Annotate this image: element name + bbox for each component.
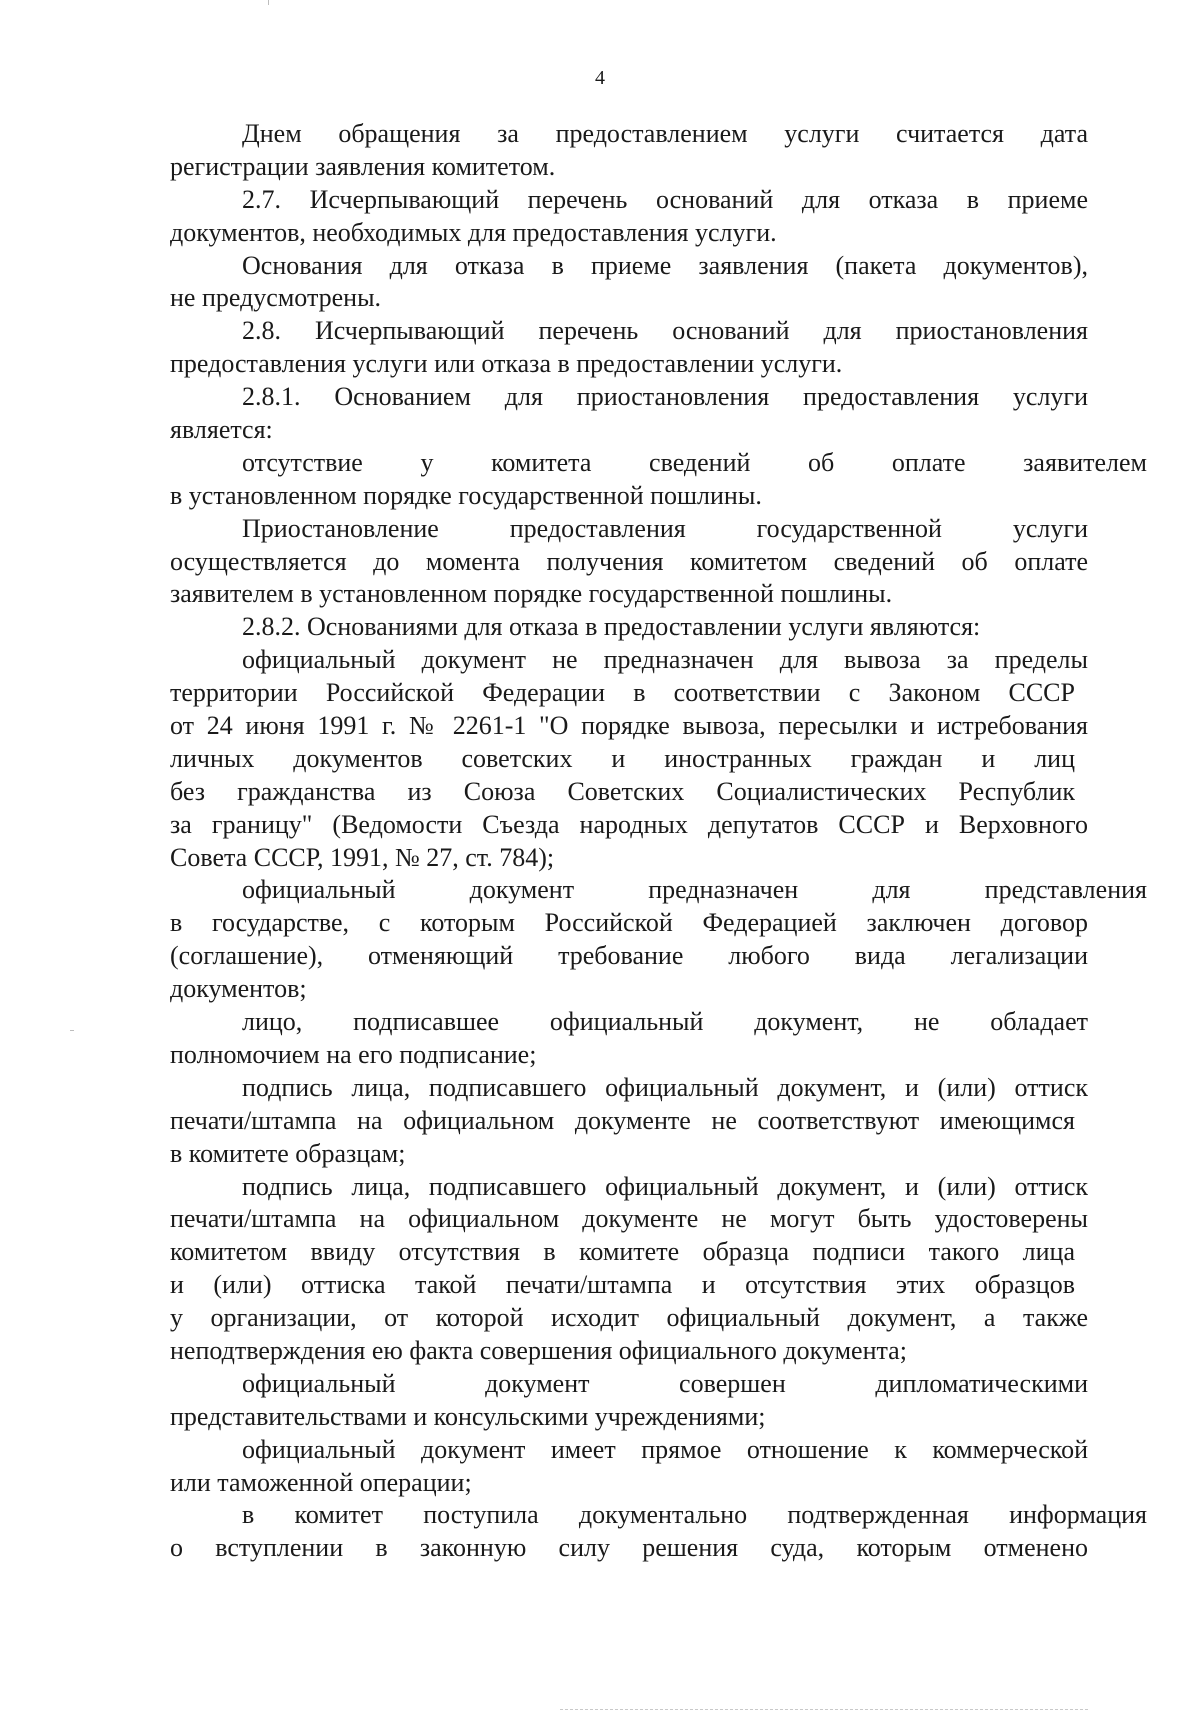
scan-artifact bbox=[70, 1030, 74, 1031]
text-line: документов, необходимых для предоставления услуги. bbox=[170, 217, 777, 247]
text-line: 2.8.2. Основаниями для отказа в предоставлении услуги являются: bbox=[242, 612, 981, 642]
text-line: печати/штампа на официальном документе не могут быть удостоверены bbox=[170, 1204, 1088, 1234]
text-line: Приостановление предоставления государственной услуги bbox=[242, 513, 1088, 543]
text-line: 2.8. Исчерпывающий перечень оснований для приостановления bbox=[242, 316, 1088, 346]
text-line: комитетом ввиду отсутствия в комитете образца подписи такого лица bbox=[170, 1237, 1075, 1267]
text-line: неподтверждения ею факта совершения официального документа; bbox=[170, 1335, 907, 1365]
text-line: является: bbox=[170, 415, 273, 445]
text-line: территории Российской Федерации в соответствии с Законом СССР bbox=[170, 678, 1075, 708]
text-line: представительствами и консульскими учреждениями; bbox=[170, 1401, 766, 1431]
text-line: осуществляется до момента получения комитетом сведений об оплате bbox=[170, 546, 1088, 576]
text-line: подпись лица, подписавшего официальный документ, и (или) оттиск bbox=[242, 1171, 1088, 1201]
text-line: в государстве, с которым Российской Федерацией заключен договор bbox=[170, 908, 1088, 938]
text-line: 2.8.1. Основанием для приостановления предоставления услуги bbox=[242, 382, 1088, 412]
text-line: лицо, подписавшее официальный документ, не обладает bbox=[242, 1007, 1088, 1037]
text-line: (соглашение), отменяющий требование любого вида легализации bbox=[170, 941, 1088, 971]
text-line: о вступлении в законную силу решения суда, которым отменено bbox=[170, 1533, 1088, 1563]
text-line: отсутствие у комитета сведений об оплате заявителем bbox=[242, 447, 1147, 477]
document-body bbox=[170, 118, 1147, 1565]
text-line: документов; bbox=[170, 974, 307, 1004]
scan-artifact bbox=[560, 1709, 1088, 1710]
text-line: официальный документ совершен дипломатическими bbox=[242, 1368, 1088, 1398]
text-line: печати/штампа на официальном документе не соответствуют имеющимся bbox=[170, 1105, 1075, 1135]
text-line: предоставления услуги или отказа в предоставлении услуги. bbox=[170, 349, 843, 379]
text-line: заявителем в установленном порядке государственной пошлины. bbox=[170, 579, 893, 609]
text-line: регистрации заявления комитетом. bbox=[170, 151, 556, 181]
scan-artifact bbox=[268, 0, 269, 5]
text-line: не предусмотрены. bbox=[170, 283, 382, 313]
text-line: за границу" (Ведомости Съезда народных депутатов СССР и Верховного bbox=[170, 809, 1088, 839]
text-line: Днем обращения за предоставлением услуги считается дата bbox=[242, 119, 1088, 148]
text-line: подпись лица, подписавшего официальный документ, и (или) оттиск bbox=[242, 1072, 1088, 1102]
text-line: или таможенной операции; bbox=[170, 1467, 472, 1497]
text-line: в установленном порядке государственной пошлины. bbox=[170, 480, 762, 510]
text-line: в комитет поступила документально подтвержденная информация bbox=[242, 1500, 1147, 1530]
text-line: и (или) оттиска такой печати/штампа и отсутствия этих образцов bbox=[170, 1270, 1075, 1300]
text-line: официальный документ не предназначен для вывоза за пределы bbox=[242, 645, 1088, 675]
text-line: личных документов советских и иностранных граждан и лиц bbox=[170, 743, 1075, 773]
text-line: Совета СССР, 1991, № 27, ст. 784); bbox=[170, 842, 555, 872]
text-line: Основания для отказа в приеме заявления (пакета документов), bbox=[242, 250, 1088, 280]
text-line: полномочием на его подписание; bbox=[170, 1039, 537, 1069]
text-line: у организации, от которой исходит официальный документ, а также bbox=[170, 1303, 1088, 1333]
text-line: от 24 июня 1991 г. № 2261-1 "О порядке вывоза, пересылки и истребования bbox=[170, 711, 1088, 741]
text-line: без гражданства из Союза Советских Социалистических Республик bbox=[170, 776, 1075, 806]
text-line: официальный документ имеет прямое отношение к коммерческой bbox=[242, 1434, 1088, 1464]
text-line: 2.7. Исчерпывающий перечень оснований для отказа в приеме bbox=[242, 184, 1088, 214]
text-line: в комитете образцам; bbox=[170, 1138, 406, 1168]
page-number: 4 bbox=[595, 67, 605, 89]
text-line: официальный документ предназначен для представления bbox=[242, 875, 1147, 905]
